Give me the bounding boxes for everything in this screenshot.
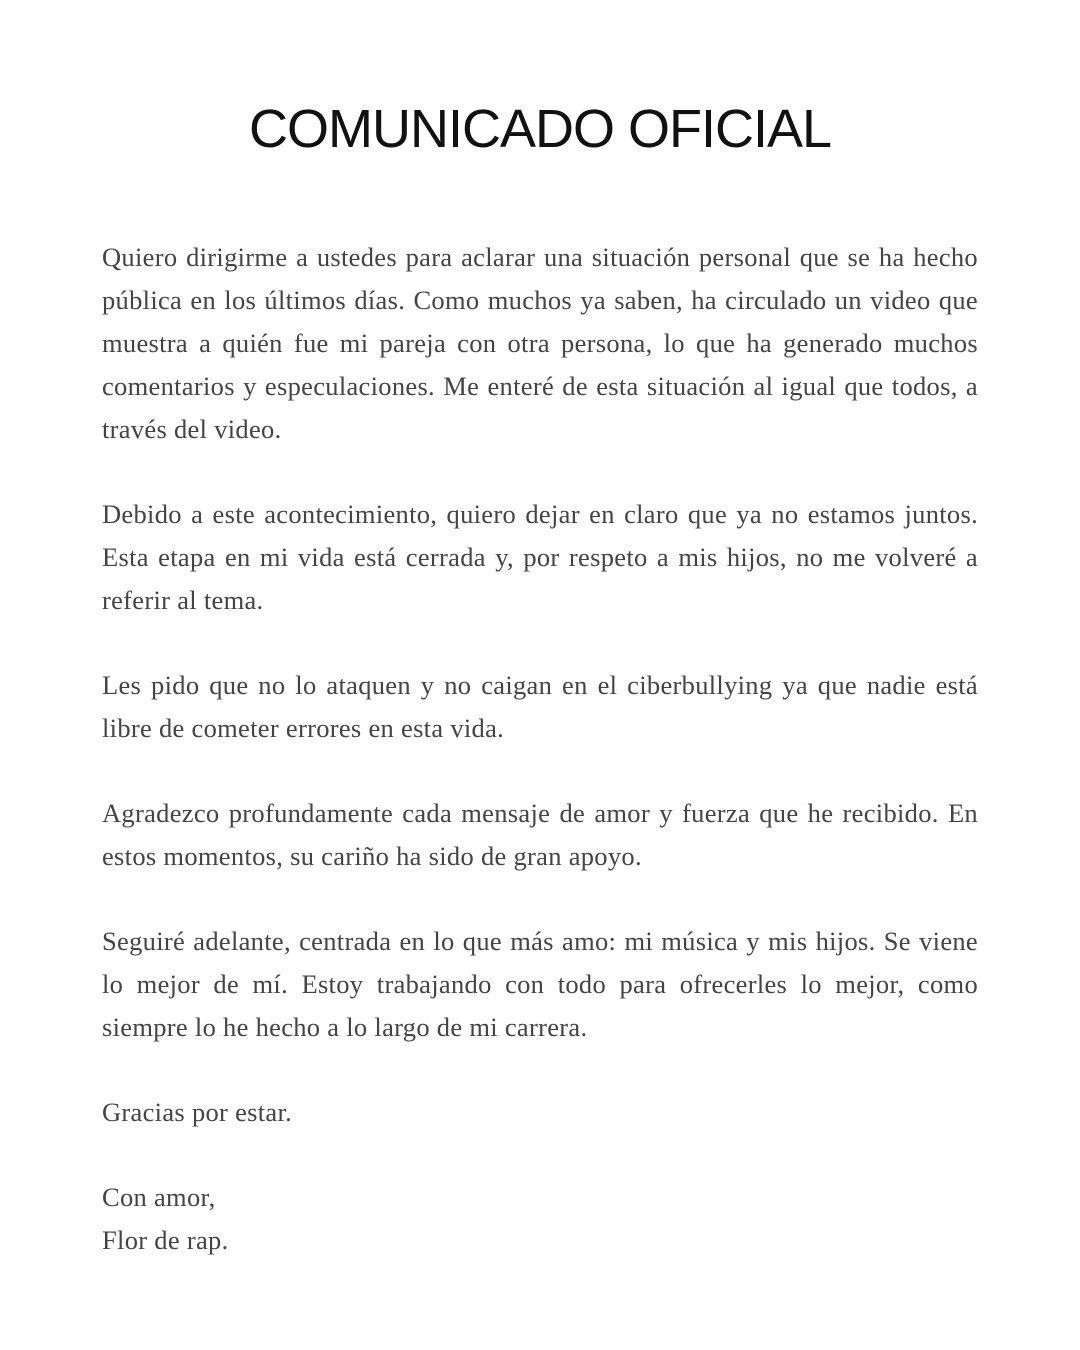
paragraph-3: Les pido que no lo ataquen y no caigan en el ciberbullying ya que nadie está libre de cometer errores en esta vida. [102,670,978,743]
statement-body [102,236,978,1262]
paragraph-4: Agradezco profundamente cada mensaje de amor y fuerza que he recibido. En estos momentos, su cariño ha sido de gran apoyo. [102,798,978,871]
signoff-line: Con amor, [102,1182,216,1212]
closing-line: Gracias por estar. [102,1097,293,1127]
paragraph-5: Seguiré adelante, centrada en lo que más amo: mi música y mis hijos. Se viene lo mejor de mí. Estoy trabajando con todo para ofrecerles lo mejor, como siempre lo he hecho a lo largo de mi carrera. [102,926,978,1042]
paragraph-1: Quiero dirigirme a ustedes para aclarar una situación personal que se ha hecho pública en los últimos días. Como muchos ya saben, ha circulado un video que muestra a quién fue mi pareja con otra persona, lo que ha generado muchos comentarios y especulaciones. Me enteré de esta situación al igual que todos, a través del video. [102,242,978,444]
signature-block [102,1176,978,1262]
signature-name: Flor de rap. [102,1225,229,1255]
page-title: COMUNICADO OFICIAL [248,99,832,159]
paragraph-2: Debido a este acontecimiento, quiero dejar en claro que ya no estamos juntos. Esta etapa en mi vida está cerrada y, por respeto a mis hijos, no me volveré a referir al tema. [102,499,978,615]
